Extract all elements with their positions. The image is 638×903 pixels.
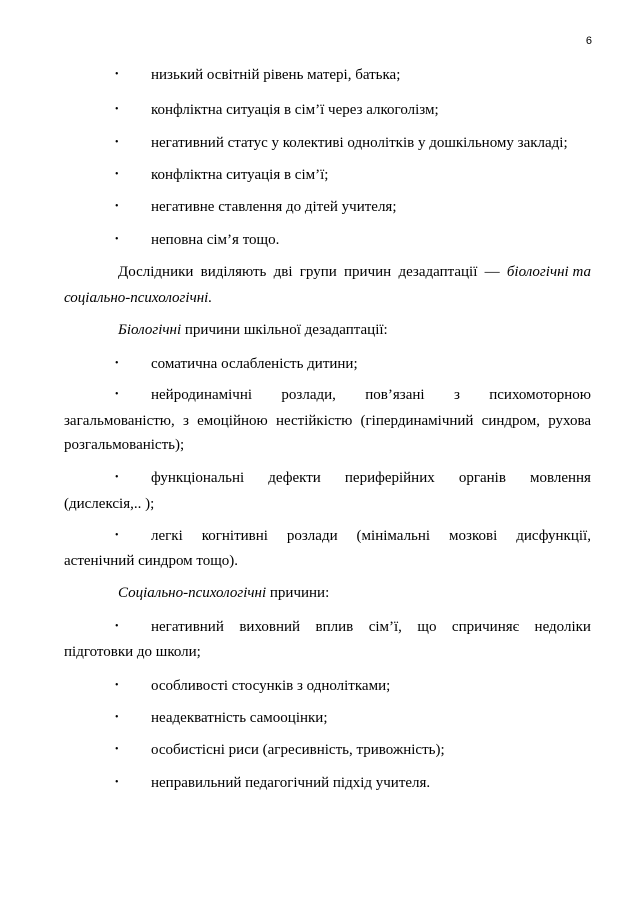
heading-italic: Біологічні (118, 322, 182, 338)
word: пов’язані (365, 387, 425, 403)
list-item-text: негативний статус у колективі однолітків у дошкільному закладі; (151, 135, 568, 151)
word: спричиняє (451, 619, 520, 635)
word: розлади, (281, 387, 336, 403)
bullet: • (115, 530, 119, 541)
list-item-text: негативне ставлення до дітей учителя; (151, 199, 397, 215)
heading-italic: Соціально-психологічні (118, 585, 267, 601)
word: недоліки (534, 619, 591, 635)
italic-phrase: біологічні та (506, 264, 591, 280)
continuation-text: астенічний синдром тощо). (64, 553, 239, 569)
continuation-text: (дислексія,.. ); (64, 496, 155, 512)
word: Дослідники (118, 264, 194, 280)
word: психомоторною (489, 387, 591, 403)
justified-row (151, 469, 591, 487)
justified-row (151, 527, 591, 545)
bullet: • (115, 389, 119, 400)
bullet: • (115, 621, 119, 632)
word: дефекти (268, 470, 321, 486)
italic-phrase: соціально-психологічні. (64, 290, 213, 306)
bullet: • (115, 712, 119, 723)
bullet: • (115, 777, 119, 788)
bullet: • (115, 358, 119, 369)
bullet: • (115, 201, 119, 212)
justified-row (118, 263, 591, 281)
list-item-text: низький освітній рівень матері, батька; (151, 67, 401, 83)
list-item-text: особистісні риси (агресивність, тривожність); (151, 742, 445, 758)
word: групи (299, 264, 337, 280)
bullet: • (115, 472, 119, 483)
list-item-text: неправильний педагогічний підхід учителя. (151, 775, 431, 791)
list-item-text: конфліктна ситуація в сім’ї через алкоголізм; (151, 102, 439, 118)
word: негативний (151, 619, 224, 635)
word: периферійних (344, 470, 435, 486)
heading-text: причини шкільної дезадаптації: (184, 322, 388, 338)
word: дезадаптації (398, 264, 478, 280)
word: причин (344, 264, 392, 280)
word: нейродинамічні (151, 387, 253, 403)
justified-row (151, 386, 591, 404)
word: мозкові (449, 528, 498, 544)
word: що (417, 619, 437, 635)
bullet: • (115, 169, 119, 180)
word: органів (458, 470, 506, 486)
word: виховний (239, 619, 301, 635)
word: розлади (286, 528, 338, 544)
word: виділяють (200, 264, 267, 280)
list-item-text: соматична ослабленість дитини; (151, 356, 358, 372)
list-item-text: неповна сім’я тощо. (151, 232, 280, 248)
word: сім’ї, (368, 619, 402, 635)
word: дисфункції, (516, 528, 591, 544)
word: вплив (315, 619, 354, 635)
word: мовлення (529, 470, 591, 486)
page-number: 6 (585, 35, 592, 47)
bullet: • (115, 234, 119, 245)
word: функціональні (151, 470, 245, 486)
bullet: • (115, 137, 119, 148)
bullet: • (115, 69, 119, 80)
word: з (453, 387, 460, 403)
list-item-text: неадекватність самооцінки; (151, 710, 328, 726)
bullet: • (115, 744, 119, 755)
list-item-text: конфліктна ситуація в сім’ї; (151, 167, 329, 183)
heading-text: причини: (269, 585, 330, 601)
list-item-text: особливості стосунків з однолітками; (151, 678, 391, 694)
word: когнітивні (201, 528, 268, 544)
word: дві (273, 264, 293, 280)
word: легкі (151, 528, 183, 544)
bullet: • (115, 104, 119, 115)
continuation-text: розгальмованість); (64, 437, 185, 453)
justified-row (151, 618, 591, 636)
bullet: • (115, 680, 119, 691)
word: (мінімальні (356, 528, 431, 544)
continuation-text: загальмованістю, з емоційною нестійкістю (гіпердинамічний синдром, рухова (64, 413, 591, 429)
continuation-text: підготовки до школи; (64, 644, 201, 660)
word: — (484, 264, 500, 280)
